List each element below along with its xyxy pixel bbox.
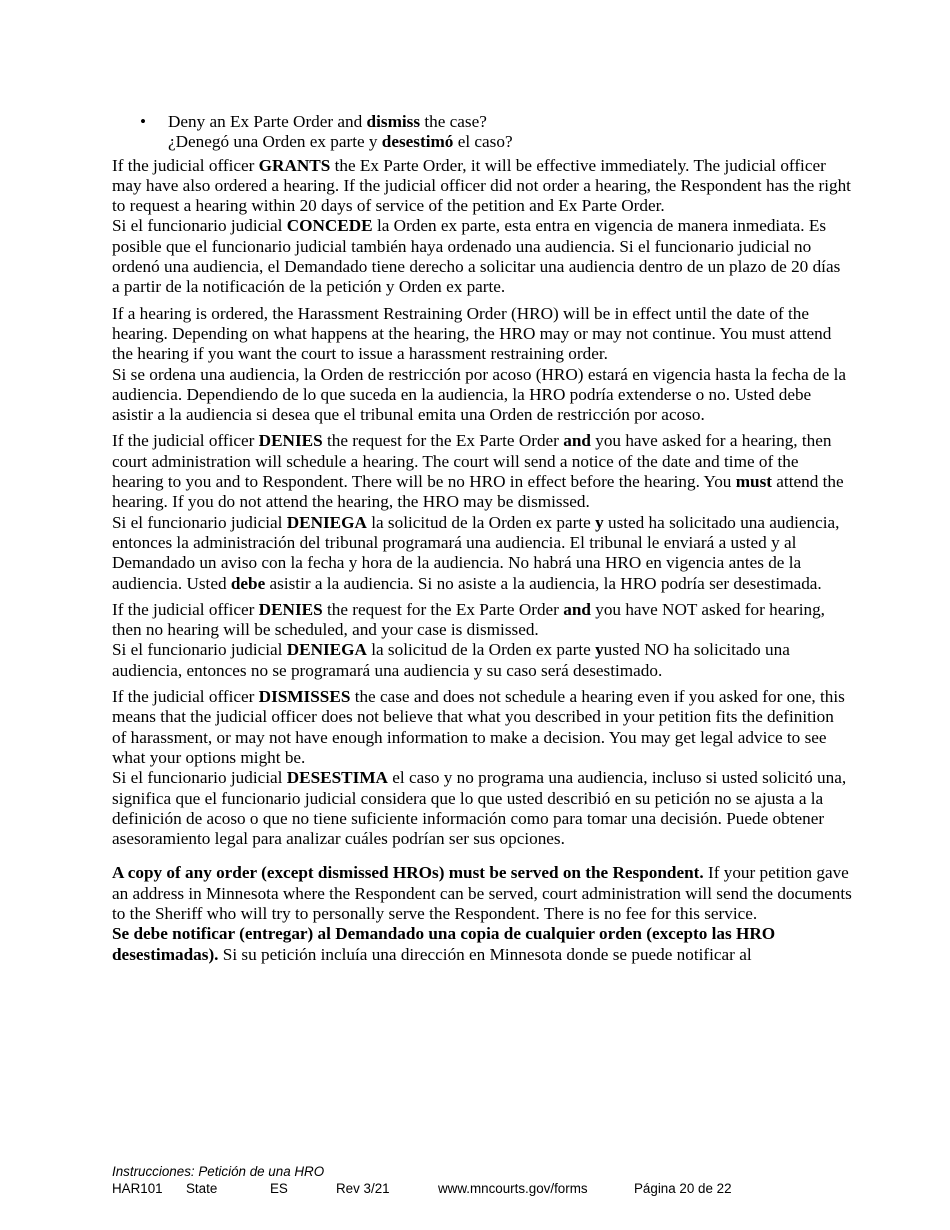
footer-language: ES: [270, 1181, 288, 1196]
served-es: Se debe notificar (entregar) al Demandado una copia de cualquier orden (excepto las HRO desestimadas). Si su petición incluía una dirección en Minnesota donde se puede notificar al: [112, 924, 776, 964]
footer-revision: Rev 3/21: [336, 1181, 390, 1196]
hearing-es: Si se ordena una audiencia, la Orden de restricción por acoso (HRO) estará en vigencia hasta la fecha de la audiencia. Dependiendo de lo que suceda en la audiencia, la HRO podría extenderse o no. Usted debe asistir a la audiencia si desea que el tribunal emita una Orden de restricción por acoso.: [112, 364, 846, 425]
hearing-en: If a hearing is ordered, the Harassment Restraining Order (HRO) will be in effect until the date of the hearing. Depending on what happens at the hearing, the HRO may or may not continue. You must attend the hearing if you want the court to issue a harassment restraining order.: [112, 303, 832, 364]
dismisses-es: Si el funcionario judicial DESESTIMA el caso y no programa una audiencia, incluso si usted solicitó una, significa que el funcionario judicial considera que lo que usted describió en su petición no se ajusta a la definición de acoso o que no tiene suficiente información como para tomar una decisión. Puede obtener asesoramiento legal para analizar cuáles podrían ser sus opciones.: [112, 768, 847, 849]
served-en: A copy of any order (except dismissed HROs) must be served on the Respondent. If your petition gave an address in Minnesota where the Respondent can be served, court administration will send the documents to the Sheriff who will try to personally serve the Respondent. There is no fee for this service.: [112, 863, 852, 923]
bullet-dot-icon: •: [140, 112, 147, 131]
bullet-es: ¿Denegó una Orden ex parte y desestimó el caso?: [168, 132, 513, 152]
denies-not-asked-en: If the judicial officer DENIES the request for the Ex Parte Order and you have NOT asked for hearing, then no hearing will be scheduled, and your case is dismissed.: [112, 599, 825, 640]
footer-page-number: Página 20 de 22: [634, 1181, 732, 1196]
footer-row: [112, 1180, 852, 1197]
denies-not-asked-es: Si el funcionario judicial DENIEGA la solicitud de la Orden ex parte yusted NO ha solicitado una audiencia, entonces no se programará una audiencia y su caso será desestimado.: [112, 640, 790, 680]
bullet-en: Deny an Ex Parte Order and dismiss the case?: [168, 112, 487, 131]
denies-asked-en: If the judicial officer DENIES the request for the Ex Parte Order and you have asked for a hearing, then court administration will schedule a hearing. The court will send a notice of the date and time of the hearing to you and to Respondent. There will be no HRO in effect before the hearing. You must attend the hearing. If you do not attend the hearing, the HRO may be dismissed.: [112, 431, 844, 512]
footer-form-number: HAR101: [112, 1181, 163, 1196]
footer-title: Instrucciones: Petición de una HRO: [112, 1164, 325, 1179]
page-content: [112, 112, 852, 965]
footer-state: State: [186, 1181, 218, 1196]
grants-en: If the judicial officer GRANTS the Ex Parte Order, it will be effective immediately. The judicial officer may have also ordered a hearing. If the judicial officer did not order a hearing, the Respondent has the right to request a hearing within 20 days of service of the petition and Ex Parte Order.: [112, 155, 851, 216]
grants-es: Si el funcionario judicial CONCEDE la Orden ex parte, esta entra en vigencia de manera inmediata. Es posible que el funcionario judicial también haya ordenado una audiencia. Si el funcionario judicial no ordenó una audiencia, el Demandado tiene derecho a solicitar una audiencia dentro de un plazo de 20 días a partir de la notificación de la petición y Orden ex parte.: [112, 216, 841, 297]
bullet-deny-dismiss: [112, 112, 852, 153]
page-footer: [112, 1163, 852, 1197]
dismisses-en: If the judicial officer DISMISSES the case and does not schedule a hearing even if you asked for one, this means that the judicial officer does not believe that what you described in your petition fits the definition of harassment, or may not have enough information to make a decision. You may get legal advice to see what your options might be.: [112, 687, 845, 767]
denies-asked-es: Si el funcionario judicial DENIEGA la solicitud de la Orden ex parte y usted ha solicitado una audiencia, entonces la administración del tribunal programará una audiencia. El tribunal le enviará a usted y al Demandado un aviso con la fecha y hora de la audiencia. No habrá una HRO en vigencia antes de la audiencia. Usted debe asistir a la audiencia. Si no asiste a la audiencia, la HRO podría ser desestimada.: [112, 512, 840, 593]
footer-url[interactable]: www.mncourts.gov/forms: [438, 1181, 588, 1196]
